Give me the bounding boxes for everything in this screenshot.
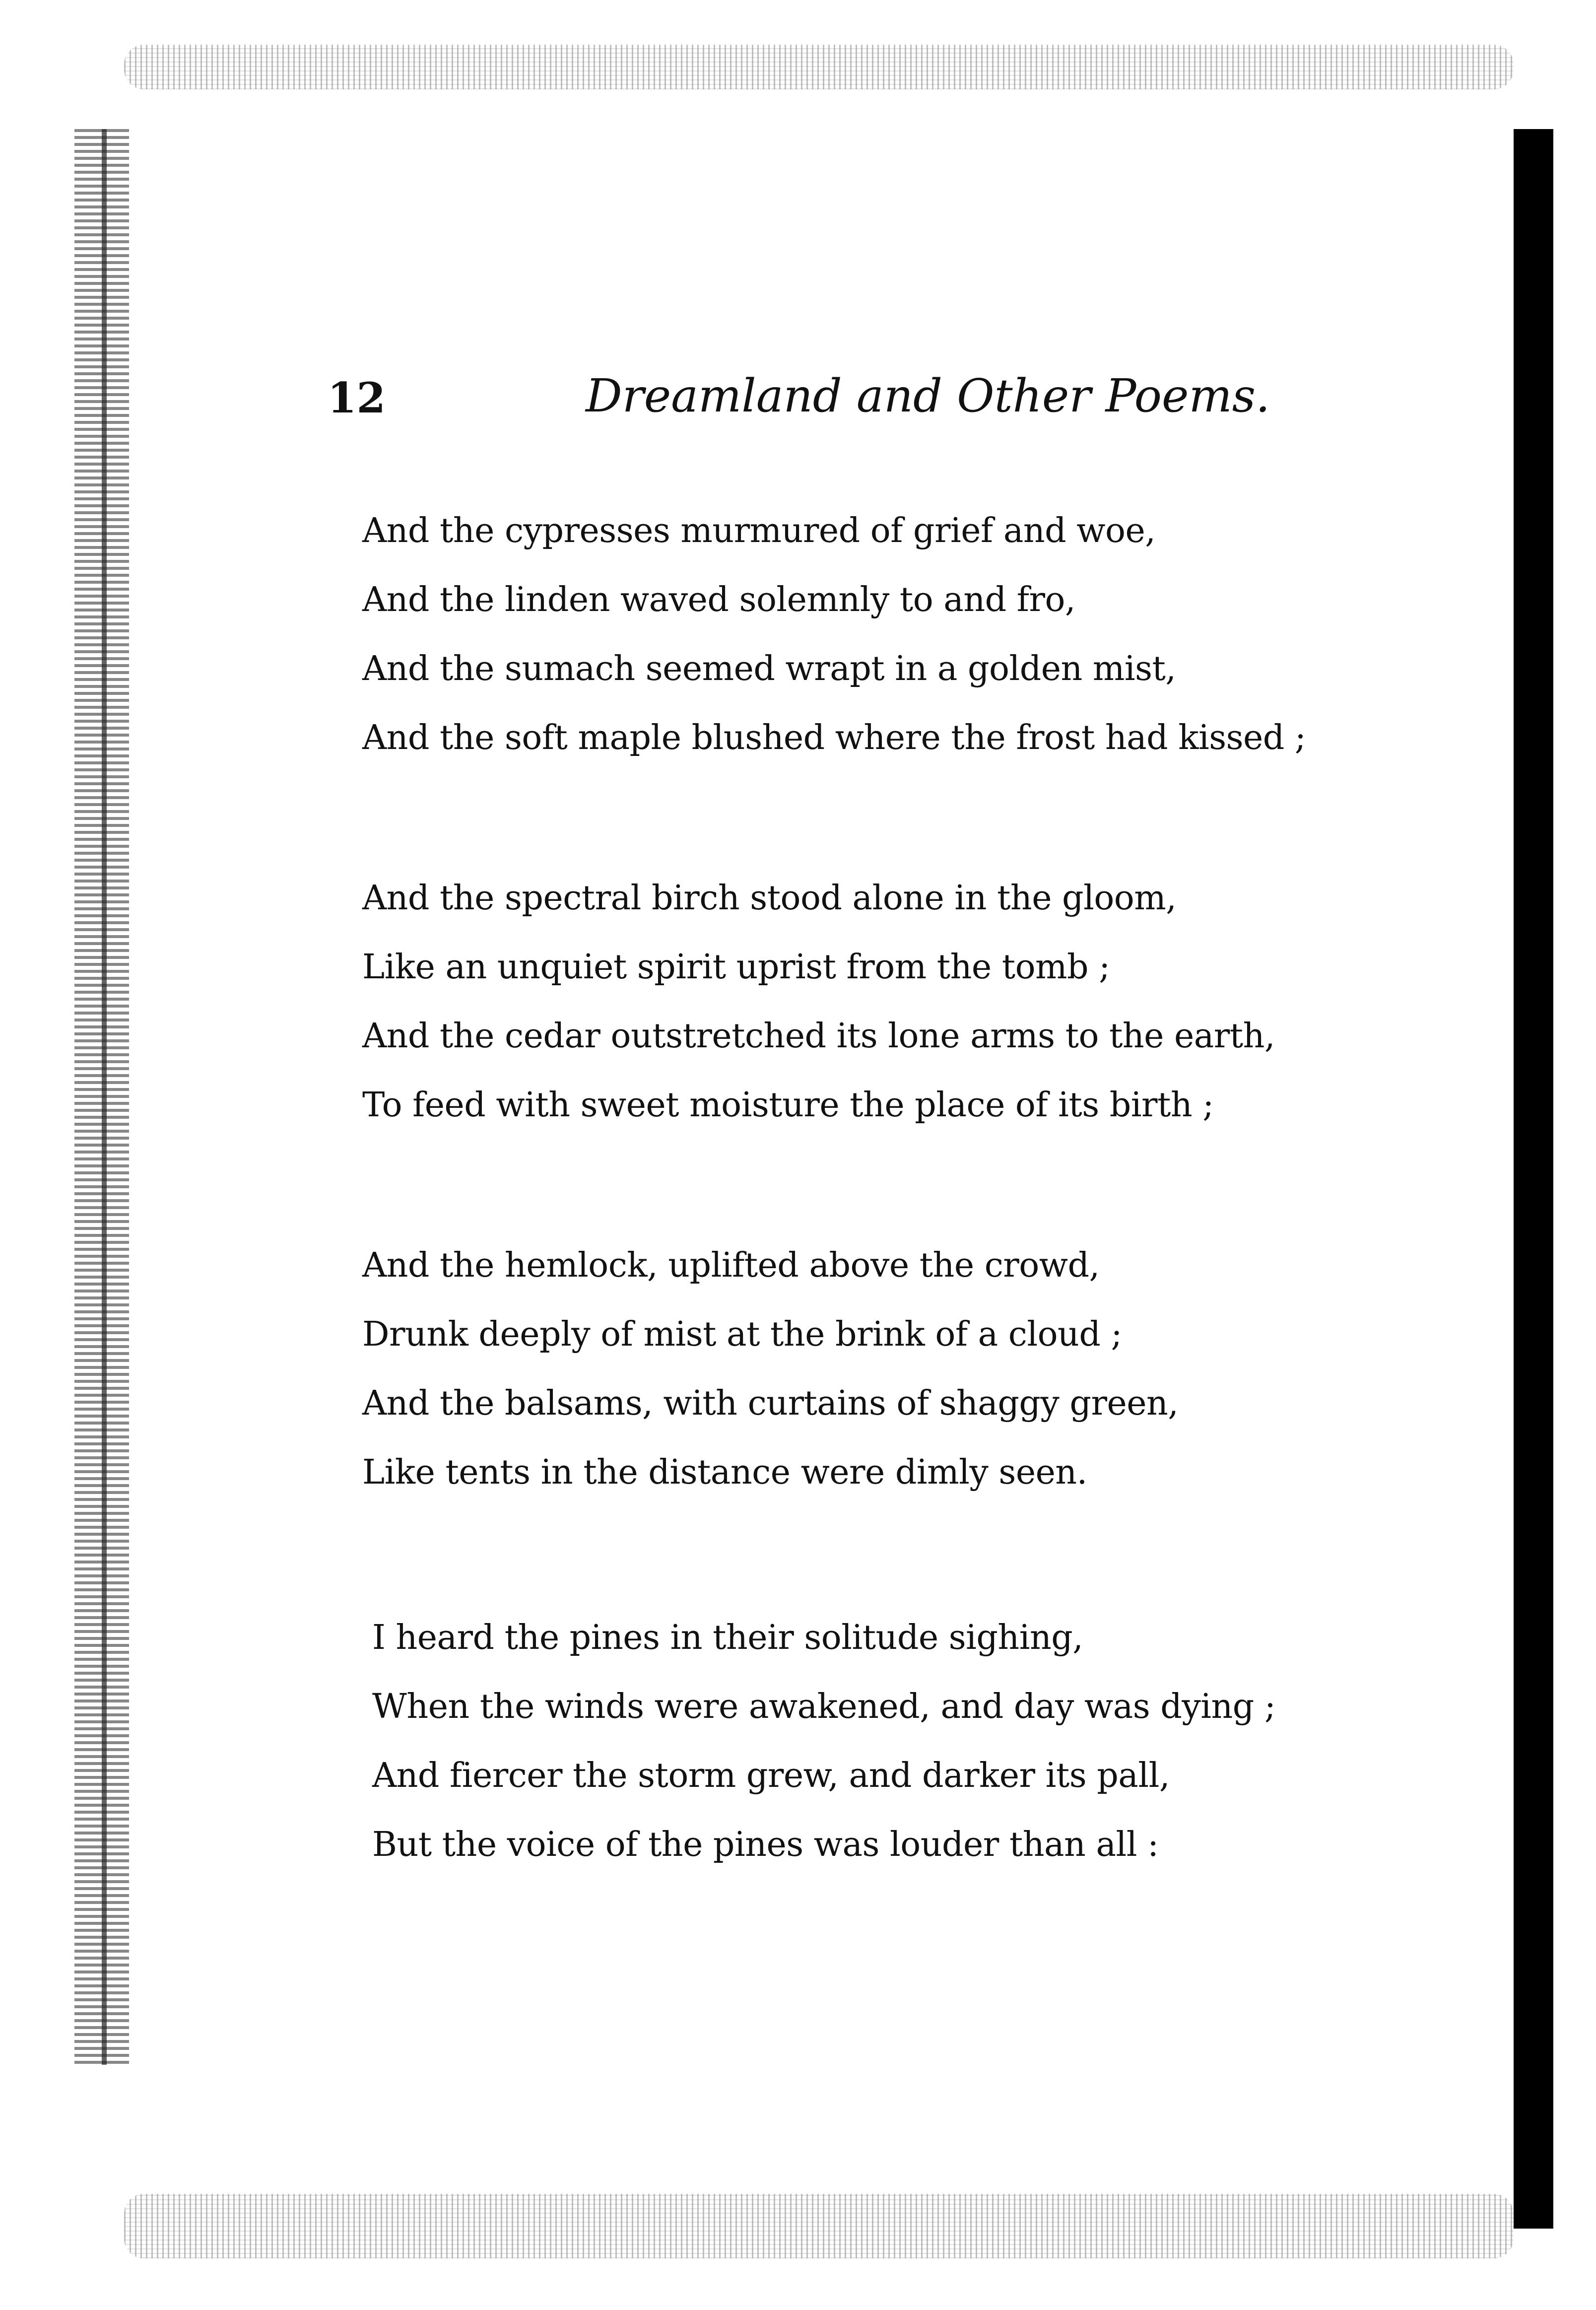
poem-line: And the balsams, with curtains of shaggy green, — [362, 1384, 1179, 1423]
poem-line: To feed with sweet moisture the place of its birth ; — [362, 1086, 1214, 1125]
stanza — [372, 1603, 1275, 1879]
poem-line: And the sumach seemed wrapt in a golden mist, — [362, 649, 1176, 688]
poem-line: Like tents in the distance were dimly seen. — [362, 1453, 1087, 1492]
stanza — [362, 496, 1306, 772]
poem-line: And the spectral birch stood alone in the gloom, — [362, 879, 1177, 918]
poem-line: And the linden waved solemnly to and fro, — [362, 580, 1076, 619]
poem-line: I heard the pines in their solitude sighing, — [372, 1618, 1083, 1657]
poem-line: When the winds were awakened, and day was dying ; — [372, 1687, 1276, 1726]
poem-line: And the cedar outstretched its lone arms to the earth, — [362, 1017, 1275, 1056]
running-title: Dreamland and Other Poems. — [586, 369, 1270, 422]
stanza — [362, 1231, 1178, 1507]
poem-line: And the hemlock, uplifted above the crowd, — [362, 1246, 1100, 1285]
right-edge-bar — [1514, 129, 1553, 2229]
top-scan-noise — [124, 45, 1514, 89]
poem-line: But the voice of the pines was louder than all : — [372, 1825, 1159, 1864]
poem-line: And the cypresses murmured of grief and woe, — [362, 511, 1156, 550]
bottom-scan-noise — [124, 2194, 1514, 2258]
poem-line: Drunk deeply of mist at the brink of a cloud ; — [362, 1315, 1122, 1354]
poem-line: And the soft maple blushed where the frost had kissed ; — [362, 718, 1306, 757]
stanza — [362, 864, 1275, 1140]
left-binding-edge — [102, 129, 107, 2065]
page-number: 12 — [328, 373, 386, 422]
poem-line: Like an unquiet spirit uprist from the tomb ; — [362, 948, 1110, 987]
poem-line: And fiercer the storm grew, and darker its pall, — [372, 1756, 1170, 1795]
